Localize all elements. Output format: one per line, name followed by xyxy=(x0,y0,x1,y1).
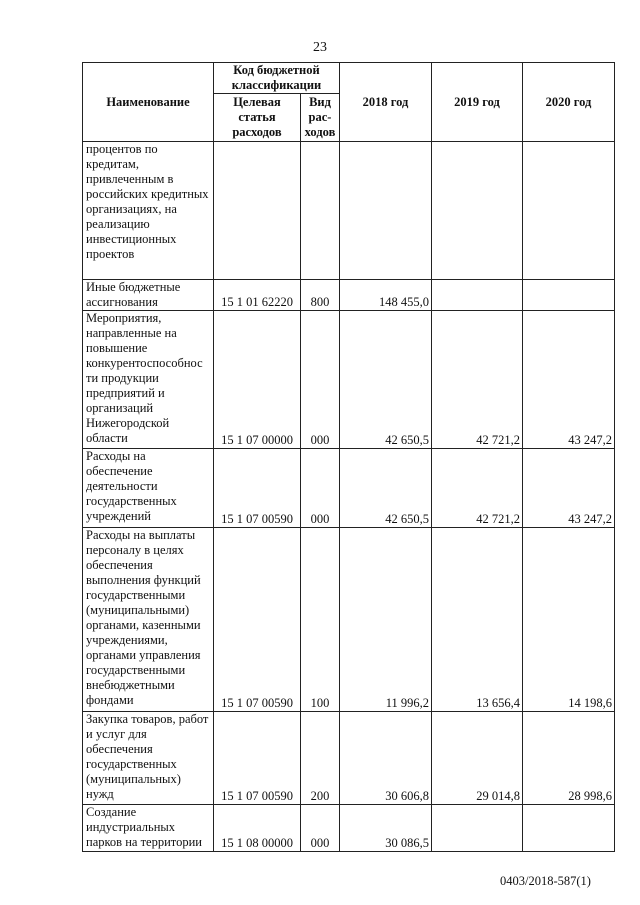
row-2020: 28 998,6 xyxy=(523,712,615,805)
header-code-group: Код бюджетной классификации xyxy=(214,63,340,94)
row-2020: 43 247,2 xyxy=(523,449,615,528)
row-target: 15 1 01 62220 xyxy=(214,280,301,311)
row-name: Иные бюджетные ассигнования xyxy=(83,280,214,311)
table-row xyxy=(83,142,615,280)
row-2018: 11 996,2 xyxy=(340,528,432,712)
row-2019: 13 656,4 xyxy=(432,528,523,712)
row-2020 xyxy=(523,142,615,280)
row-2018: 42 650,5 xyxy=(340,449,432,528)
row-kind: 800 xyxy=(301,280,340,311)
budget-table xyxy=(82,62,615,852)
row-2020: 43 247,2 xyxy=(523,311,615,449)
header-2018: 2018 год xyxy=(340,63,432,142)
row-2019: 42 721,2 xyxy=(432,311,523,449)
row-2018: 42 650,5 xyxy=(340,311,432,449)
row-name: процентов по кредитам, привлеченным в российских кредитных организациях, на реализацию инвестиционных проектов xyxy=(83,142,214,280)
row-2018: 30 606,8 xyxy=(340,712,432,805)
row-2019: 29 014,8 xyxy=(432,712,523,805)
header-2020: 2020 год xyxy=(523,63,615,142)
row-target: 15 1 08 00000 xyxy=(214,805,301,852)
header-name: Наименование xyxy=(83,63,214,142)
row-2019 xyxy=(432,805,523,852)
row-2019 xyxy=(432,280,523,311)
row-kind: 000 xyxy=(301,311,340,449)
row-2020: 14 198,6 xyxy=(523,528,615,712)
page-number: 23 xyxy=(313,40,327,55)
row-kind xyxy=(301,142,340,280)
document-code: 0403/2018-587(1) xyxy=(500,874,591,888)
row-2020 xyxy=(523,805,615,852)
row-target: 15 1 07 00000 xyxy=(214,311,301,449)
row-2019 xyxy=(432,142,523,280)
row-kind: 000 xyxy=(301,449,340,528)
row-2018 xyxy=(340,142,432,280)
table-row xyxy=(83,311,615,449)
row-2018: 148 455,0 xyxy=(340,280,432,311)
row-name: Расходы на выплаты персоналу в целях обеспечения выполнения функций государственными (муниципальными) органами, казенными учреждениями, органами управления государственными внебюджетными фондами xyxy=(83,528,214,712)
table-row xyxy=(83,805,615,852)
row-name: Расходы на обеспечение деятельности государственных учреждений xyxy=(83,449,214,528)
table-row xyxy=(83,528,615,712)
table-row xyxy=(83,712,615,805)
row-target: 15 1 07 00590 xyxy=(214,712,301,805)
row-target xyxy=(214,142,301,280)
table-row xyxy=(83,280,615,311)
row-kind: 000 xyxy=(301,805,340,852)
row-name: Создание индустриальных парков на территории xyxy=(83,805,214,852)
row-kind: 200 xyxy=(301,712,340,805)
row-kind: 100 xyxy=(301,528,340,712)
row-2019: 42 721,2 xyxy=(432,449,523,528)
row-2018: 30 086,5 xyxy=(340,805,432,852)
row-2020 xyxy=(523,280,615,311)
row-target: 15 1 07 00590 xyxy=(214,528,301,712)
row-name: Закупка товаров, работ и услуг для обеспечения государственных (муниципальных) нужд xyxy=(83,712,214,805)
header-target: Целевая статья расходов xyxy=(214,94,301,142)
row-name: Мероприятия, направленные на повышение конкурентоспособнос ти продукции предприятий и организаций Нижегородской области xyxy=(83,311,214,449)
header-2019: 2019 год xyxy=(432,63,523,142)
header-kind: Вид рас-ходов xyxy=(301,94,340,142)
table-row xyxy=(83,449,615,528)
row-target: 15 1 07 00590 xyxy=(214,449,301,528)
